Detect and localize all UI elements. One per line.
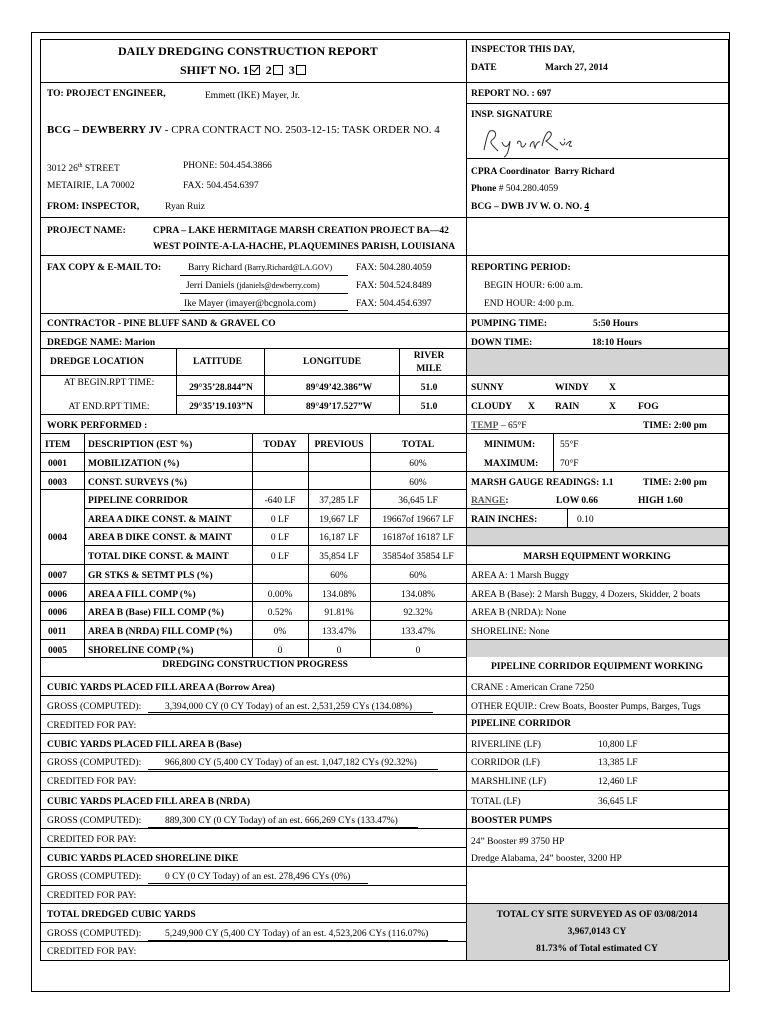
gross-value: 889,300 CY (0 CY Today) of an est. 666,269 CYs (133.47%) [165,816,398,826]
coordinator-phone-label: Phone [471,184,497,194]
col-dredge-location: DREDGE LOCATION [50,357,145,367]
gross-label: GROSS (COMPUTED): [47,702,142,712]
work-today: 0 LF [270,515,290,525]
other-equipment: OTHER EQUIP.: Crew Boats, Booster Pumps, Barges, Tugs [471,702,701,712]
grid-line [40,866,728,867]
work-today: 0 [277,646,283,656]
street-name: STREET [82,164,120,175]
weather-cloudy: CLOUDY [471,402,513,412]
end-hour: END HOUR: 4:00 p.m. [484,299,574,309]
contractor: CONTRACTOR - PINE BLUFF SAND & GRAVEL CO [47,319,276,329]
grid-line [40,922,466,923]
credited-for-pay: CREDITED FOR PAY: [47,891,137,901]
work-total: 60% [409,459,427,469]
crane: CRANE : American Crane 7250 [471,683,594,693]
date-value: March 27, 2014 [545,63,608,73]
grid-line [40,657,466,658]
location-mile: 51.0 [420,383,438,393]
work-item-code: 0006 [48,608,67,618]
recipient-row [188,262,332,274]
work-total: 19667of 19667 LF [382,515,454,525]
grid-line [40,960,728,961]
down-time-value: 18:10 Hours [592,338,642,348]
grid-line [176,395,728,396]
grid-line [84,527,466,528]
work-total: 92.32% [403,608,433,618]
grid-line [40,348,728,349]
location-row-label: AT END.RPT TIME: [68,402,150,412]
shift-3-label: 3 [288,63,295,77]
work-desc: SHORELINE COMP (%) [88,646,194,656]
grid-line [40,82,728,83]
marsh-gauge: MARSH GAUGE READINGS: 1.1 [471,478,614,488]
field-underline [148,769,438,770]
marsh-equipment-title: MARSH EQUIPMENT WORKING [523,552,671,562]
work-item-code: 0006 [48,590,67,600]
work-total: 133.47% [400,627,436,637]
marsh-equipment-item: SHORELINE: None [471,627,550,637]
col-previous: PREVIOUS [314,440,364,450]
location-longitude: 89°49’17.527”W [305,402,373,412]
weather-sunny: SUNNY [471,383,504,393]
pipeline-row-value: 36,645 LF [598,797,638,807]
grid-line [466,564,728,565]
grid-line [466,639,728,640]
grid-line [40,375,728,376]
from-label: FROM: INSPECTOR, [47,202,140,212]
grid-line [40,583,466,584]
progress-section-title: TOTAL DREDGED CUBIC YARDS [47,910,196,920]
grid-line [40,452,466,453]
grid-line [40,313,728,314]
grid-line [466,601,728,602]
work-previous: 19,667 LF [319,515,359,525]
booster-item: 24” Booster #9 3750 HP [471,837,565,847]
recipient-underline [180,275,348,276]
street-number: 3012 26 [47,164,78,175]
work-total: 0 [415,646,421,656]
grid-line [40,471,466,472]
grid-line [40,639,466,640]
range [471,495,508,507]
city-state: METAIRIE, LA 70002 [47,181,135,191]
range-label: RANGE [471,496,506,506]
recipient-email: (jdaniels@dewberry.com) [236,281,320,290]
work-total: 60% [409,571,427,581]
cpra-coordinator-label: CPRA Coordinator [471,167,550,177]
work-total: 35854of 35854 LF [382,552,454,562]
work-item-code: 0005 [48,646,67,656]
grid-line [176,348,177,414]
survey-line-1: TOTAL CY SITE SURVEYED AS OF 03/08/2014 [496,910,698,920]
grid-line [84,508,466,509]
grid-line [40,39,728,40]
progress-section-title: CUBIC YARDS PLACED SHORELINE DIKE [47,854,239,864]
temp-value: – 65°F [498,421,527,431]
grid-line [40,809,728,810]
grid-line [40,885,466,886]
pumping-time-value: 5:50 Hours [593,319,639,329]
grid-line [553,433,554,471]
grid-line [40,676,728,677]
work-desc: CONST. SURVEYS (%) [88,478,187,488]
grid-line [466,433,728,434]
col-latitude: LATITUDE [193,357,242,367]
col-longitude: LONGITUDE [303,357,362,367]
grid-line [40,695,728,696]
shift-1-label: 1 [242,63,249,77]
grid-line [466,103,728,104]
temp-time [643,420,707,432]
marsh-equipment-item: AREA A: 1 Marsh Buggy [471,571,570,581]
contract-text: - CPRA CONTRACT NO. 2503-12-15: TASK ORDER NO. 4 [162,124,440,136]
work-desc: PIPELINE CORRIDOR [88,496,189,506]
location-mile: 51.0 [420,402,438,412]
dredge-name: DREDGE NAME: Marion [47,338,156,348]
temp-time-text: TIME: 2:00 pm [643,421,707,431]
weather-cloudy-mark: X [528,402,535,412]
date-label: DATE [471,63,497,73]
weather-rain-mark: X [609,402,616,412]
col-description: DESCRIPTION (EST %) [88,440,193,450]
grid-line [40,847,466,848]
work-performed-title: WORK PERFORMED : [47,421,148,431]
pipeline-corridor-title: PIPELINE CORRIDOR [471,719,572,729]
recipient-row [186,280,320,292]
work-previous: 35,854 LF [319,552,359,562]
gauge-time: TIME: 2:00 pm [643,478,707,488]
rain-inches-label: RAIN INCHES: [471,515,538,525]
location-latitude: 29°35’19.103”N [189,402,253,412]
grid-line [40,601,466,602]
shift-3-checkbox-icon[interactable] [296,65,306,75]
work-desc: MOBILIZATION (%) [88,459,180,469]
work-today: -640 LF [264,496,296,506]
work-today: 0 LF [270,533,290,543]
pipeline-row-value: 10,800 LF [598,740,638,750]
credited-for-pay: CREDITED FOR PAY: [47,947,137,957]
field-underline [148,712,433,713]
work-item-code: 0004 [48,533,67,543]
grid-line [40,39,41,960]
grid-line [264,348,265,414]
pipeline-row-label: TOTAL (LF) [471,797,521,807]
begin-hour: BEGIN HOUR: 6:00 a.m. [484,281,583,291]
grid-line [40,433,466,434]
field-underline [148,827,418,828]
min-label: MINIMUM: [484,440,536,450]
max-value: 70°F [560,459,579,469]
work-desc: AREA B (Base) FILL COMP (%) [88,608,224,618]
temp-label: TEMP [471,421,499,431]
fax-copy-label: FAX COPY & E-MAIL TO: [47,263,162,273]
progress-section-title: CUBIC YARDS PLACED FILL AREA B (NRDA) [47,797,251,807]
col-total: TOTAL [401,440,435,450]
range-colon: : [505,496,509,506]
work-total: 134.08% [400,590,436,600]
recipient-underline [180,293,348,294]
work-desc: AREA B DIKE CONST. & MAINT [88,533,232,543]
work-desc: AREA A FILL COMP (%) [88,590,196,600]
col-river-mile: RIVER MILE [413,351,445,374]
recipient-fax: FAX: 504.280.4059 [356,263,432,273]
field-underline [148,883,368,884]
location-row-label: AT BEGIN.RPT TIME: [63,378,155,388]
gross-label: GROSS (COMPUTED): [47,758,142,768]
work-today: 0 LF [270,552,290,562]
grid-line [466,583,728,584]
inspector-this-day: INSPECTOR THIS DAY, [471,45,575,55]
pipeline-equipment-title: PIPELINE CORRIDOR EQUIPMENT WORKING [490,662,704,672]
coordinator-phone [471,183,558,195]
pipeline-row-value: 12,460 LF [598,777,638,787]
work-item-code: 0001 [48,459,67,469]
recipient-email: (imayer@bcgnola.com) [225,299,316,309]
grid-line [567,508,568,527]
grid-line [40,620,466,621]
weather-windy: WINDY [555,383,589,393]
work-previous: 37,285 LF [319,496,359,506]
location-longitude: 89°49’42.386”W [305,383,373,393]
grid-line [40,414,728,415]
work-previous: 0 [336,646,342,656]
grid-line [466,620,728,621]
grid-line [40,489,466,490]
report-title: DAILY DREDGING CONSTRUCTION REPORT [118,44,378,58]
project-name-label: PROJECT NAME: [47,226,126,236]
rain-inches-shade [466,527,728,547]
work-previous: 134.08% [321,590,357,600]
grid-line [252,433,253,657]
grid-line [40,564,466,565]
weather-windy-mark: X [609,383,616,393]
grid-line [40,903,728,904]
grid-line [466,545,728,546]
recipient-fax: FAX: 504.454.6397 [356,299,432,309]
marsh-equipment-item: AREA B (Base): 2 Marsh Buggy, 4 Dozers, Skidder, 2 boats [471,590,701,600]
marsh-equipment-item: AREA B (NRDA): None [471,608,567,618]
grid-line [40,752,728,753]
grid-line [84,545,466,546]
grid-line [466,508,728,509]
fax-number: FAX: 504.454.6397 [183,181,259,191]
shift-selector [180,64,306,76]
survey-line-3: 81.73% of Total estimated CY [536,944,658,954]
shift-label: SHIFT NO. [180,63,240,77]
work-order-label: BCG – DWB JV W. O. NO. [471,202,585,212]
work-item-code: 0011 [48,627,67,637]
work-order-value: 4 [584,202,590,212]
work-order [471,201,589,213]
field-underline [148,940,448,941]
work-total: 60% [409,478,427,488]
insp-signature-label: INSP. SIGNATURE [471,110,553,120]
credited-for-pay: CREDITED FOR PAY: [47,835,137,845]
work-total: 16187of 16187 LF [382,533,454,543]
report-number: REPORT NO. : 697 [471,89,552,99]
grid-line [466,158,728,159]
recipient-name: Jerri Daniels [186,281,235,291]
grid-line [40,771,728,772]
grid-line [40,714,728,715]
range-high: HIGH 1.60 [638,496,683,506]
gross-label: GROSS (COMPUTED): [47,816,142,826]
grid-line [728,39,729,960]
temperature [471,420,527,432]
from-name: Ryan Ruiz [165,202,205,212]
to-name: Emmett (IKE) Mayer, Jr. [205,91,300,101]
gross-value: 5,249,900 CY (5,400 CY Today) of an est. 4,523,206 CYs (116.07%) [165,929,429,939]
grid-line [466,471,728,472]
progress-title: DREDGING CONSTRUCTION PROGRESS [162,660,348,670]
company-line [47,124,440,136]
project-name-line2: WEST POINTE-A-LA-HACHE, PLAQUEMINES PARISH, LOUISIANA [153,242,456,252]
grid-line [84,433,85,657]
recipient-email: (Barry.Richard@LA.GOV) [244,263,333,272]
grid-line [466,39,467,960]
gross-label: GROSS (COMPUTED): [47,929,142,939]
grid-line [308,433,309,657]
work-desc: AREA A DIKE CONST. & MAINT [88,515,232,525]
rain-inches-value: 0.10 [577,515,594,525]
progress-section-title: CUBIC YARDS PLACED FILL AREA B (Base) [47,740,242,750]
down-time-label: DOWN TIME: [471,338,533,348]
progress-section-title: CUBIC YARDS PLACED FILL AREA A (Borrow Area) [47,683,275,693]
dredge-location-shade [466,348,728,375]
cpra-coordinator-name: Barry Richard [554,167,615,177]
shoreline-shade [466,639,728,657]
max-label: MAXIMUM: [484,459,539,469]
work-item-code: 0007 [48,571,67,581]
cpra-coordinator [471,166,615,178]
work-today: 0% [273,627,287,637]
grid-line [40,733,728,734]
recipient-name: Barry Richard [188,263,243,273]
col-today: TODAY [263,440,297,450]
survey-line-2: 3,967,0143 CY [567,927,627,937]
grid-line [40,941,466,942]
gross-value: 3,394,000 CY (0 CY Today) of an est. 2,531,259 CYs (134.08%) [165,702,413,712]
booster-item: Dredge Alabama, 24” booster, 3200 HP [471,854,622,864]
recipient-name: Ike Mayer [184,299,224,309]
grid-line [466,527,728,528]
work-today: 0.52% [267,608,293,618]
booster-pumps-title: BOOSTER PUMPS [471,816,553,826]
gross-value: 966,800 CY (5,400 CY Today) of an est. 1,047,182 CYs (92.32%) [165,758,417,768]
work-previous: 60% [330,571,348,581]
weather-rain: RAIN [555,402,580,412]
pipeline-row-value: 13,385 LF [598,758,638,768]
grid-line [40,331,728,332]
weather-fog: FOG [638,402,659,412]
grid-line [40,828,728,829]
inspector-signature-image [478,124,573,158]
pipeline-row-label: MARSHLINE (LF) [471,777,547,787]
grid-line [399,348,400,414]
page-border [31,32,730,992]
work-previous: 133.47% [321,627,357,637]
reporting-period-label: REPORTING PERIOD: [471,263,571,273]
work-desc: GR STKS & SETMT PLS (%) [88,571,213,581]
gross-value: 0 CY (0 CY Today) of an est. 278,496 CYs (0%) [165,872,351,882]
work-total: 36,645 LF [398,496,438,506]
credited-for-pay: CREDITED FOR PAY: [47,777,137,787]
range-low: LOW 0.66 [556,496,599,506]
gross-label: GROSS (COMPUTED): [47,872,142,882]
project-name-line1: CPRA – LAKE HERMITAGE MARSH CREATION PROJECT BA—42 [153,226,449,236]
pipeline-row-label: CORRIDOR (LF) [471,758,540,768]
work-previous: 16,187 LF [319,533,359,543]
credited-for-pay: CREDITED FOR PAY: [47,721,137,731]
work-today: 0.00% [267,590,293,600]
work-item-code: 0003 [48,478,67,488]
shift-2-checkbox-icon[interactable] [273,65,283,75]
grid-line [40,217,728,218]
recipient-underline [180,310,348,311]
shift-1-checkbox-icon[interactable] [250,65,260,75]
col-item: ITEM [45,440,71,450]
grid-line [40,790,728,791]
company-name: BCG – DEWBERRY JV [47,124,163,136]
to-label: TO: PROJECT ENGINEER, [47,89,166,99]
work-desc: TOTAL DIKE CONST. & MAINT [88,552,229,562]
street-suffix: th [77,163,83,169]
coordinator-phone-value: # 504.280.4059 [498,184,559,194]
pumping-time-label: PUMPING TIME: [471,319,548,329]
street-address [47,160,120,175]
shift-2-label: 2 [265,63,272,77]
recipient-fax: FAX: 504.524.8489 [356,281,432,291]
grid-line [40,255,728,256]
grid-line [370,433,371,657]
location-latitude: 29°35’28.844”N [189,383,253,393]
phone-number: PHONE: 504.454.3866 [183,161,272,171]
min-value: 55°F [560,440,579,450]
work-desc: AREA B (NRDA) FILL COMP (%) [88,627,233,637]
recipient-row [184,298,316,310]
pipeline-row-label: RIVERLINE (LF) [471,740,541,750]
work-previous: 91.81% [324,608,354,618]
